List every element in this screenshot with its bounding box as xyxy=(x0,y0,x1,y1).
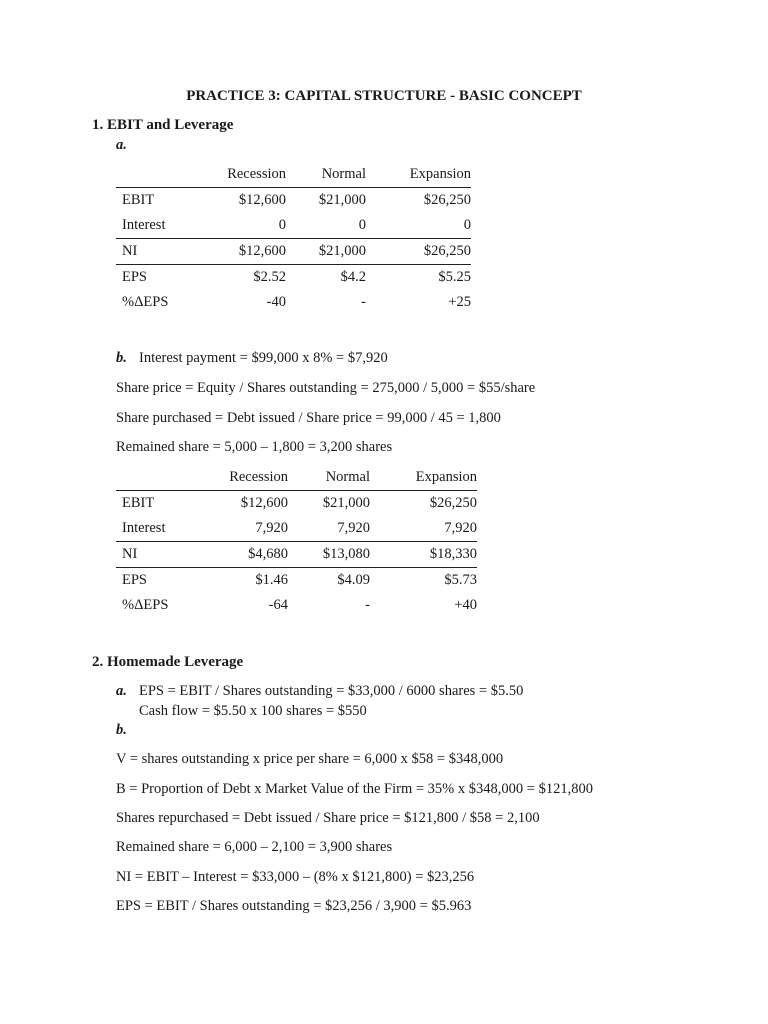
section-2-heading: 2. Homemade Leverage xyxy=(92,654,244,670)
cell: $4.2 xyxy=(286,265,366,291)
cell: 0 xyxy=(358,217,366,233)
part-a-label: a. xyxy=(116,137,127,153)
net-income-line: NI = EBIT – Interest = $33,000 – (8% x $121,800) = $23,256 xyxy=(116,869,475,885)
row-label: %ΔEPS xyxy=(122,597,169,613)
cell: $26,250 xyxy=(370,491,477,517)
row-label: Interest xyxy=(122,217,166,233)
part-b-label: b. xyxy=(116,722,127,738)
table-row xyxy=(116,239,471,265)
cell: $12,600 xyxy=(196,491,288,517)
cell: $13,080 xyxy=(288,542,370,568)
row-label: NI xyxy=(116,542,196,568)
eps-line: EPS = EBIT / Shares outstanding = $33,000 / 6000 shares = $5.50 xyxy=(139,683,524,699)
col-header: Recession xyxy=(227,166,286,182)
cell: $21,000 xyxy=(286,239,366,265)
cell: $12,600 xyxy=(196,239,286,265)
table-row xyxy=(116,213,471,239)
cell: $18,330 xyxy=(370,542,477,568)
cell: 7,920 xyxy=(337,520,370,536)
table-a-header-row xyxy=(116,162,471,188)
table-row xyxy=(116,542,477,568)
remained-share-line: Remained share = 5,000 – 1,800 = 3,200 shares xyxy=(116,439,393,455)
row-label: EBIT xyxy=(116,188,196,214)
row-label: EPS xyxy=(116,265,196,291)
share-price-line: Share price = Equity / Shares outstanding = 275,000 / 5,000 = $55/share xyxy=(116,380,536,396)
row-label: Interest xyxy=(122,520,166,536)
part-b-label: b. xyxy=(116,350,127,366)
table-row xyxy=(116,290,471,315)
table-row xyxy=(116,188,471,214)
table-row xyxy=(116,516,477,542)
share-purchased-line: Share purchased = Debt issued / Share price = 99,000 / 45 = 1,800 xyxy=(116,410,501,426)
cell: 0 xyxy=(463,217,471,233)
cell: -64 xyxy=(268,597,288,613)
cell: 7,920 xyxy=(444,520,477,536)
cell: 7,920 xyxy=(255,520,288,536)
cell: $26,250 xyxy=(366,188,471,214)
cell: $21,000 xyxy=(288,491,370,517)
table-b-header-row xyxy=(116,465,477,491)
col-header: Recession xyxy=(229,469,288,485)
table-row xyxy=(116,568,477,594)
cell: 0 xyxy=(278,217,286,233)
table-row xyxy=(116,593,477,618)
col-header: Normal xyxy=(321,166,366,182)
col-header: Expansion xyxy=(415,469,477,485)
cell: $1.46 xyxy=(196,568,288,594)
row-label: NI xyxy=(116,239,196,265)
shares-repurchased-line: Shares repurchased = Debt issued / Share price = $121,800 / $58 = 2,100 xyxy=(116,810,540,826)
section-1-heading: 1. EBIT and Leverage xyxy=(92,117,234,133)
cell: +40 xyxy=(454,597,477,613)
col-header: Expansion xyxy=(409,166,471,182)
part-a-label: a. xyxy=(116,683,127,699)
cell: $4.09 xyxy=(288,568,370,594)
remained-share-line: Remained share = 6,000 – 2,100 = 3,900 shares xyxy=(116,839,393,855)
table-b xyxy=(116,465,477,618)
cell: $2.52 xyxy=(196,265,286,291)
cell: $4,680 xyxy=(196,542,288,568)
row-label: EBIT xyxy=(116,491,196,517)
table-row xyxy=(116,491,477,517)
row-label: EPS xyxy=(116,568,196,594)
firm-value-line: V = shares outstanding x price per share = 6,000 x $58 = $348,000 xyxy=(116,751,504,767)
cell: -40 xyxy=(266,294,286,310)
cell: - xyxy=(365,597,370,613)
eps-result-line: EPS = EBIT / Shares outstanding = $23,256 / 3,900 = $5.963 xyxy=(116,898,472,914)
col-header: Normal xyxy=(325,469,370,485)
interest-payment-line: Interest payment = $99,000 x 8% = $7,920 xyxy=(139,350,388,366)
debt-line: B = Proportion of Debt x Market Value of the Firm = 35% x $348,000 = $121,800 xyxy=(116,781,593,797)
cash-flow-line: Cash flow = $5.50 x 100 shares = $550 xyxy=(139,703,367,719)
cell: - xyxy=(361,294,366,310)
cell: $5.73 xyxy=(370,568,477,594)
table-row xyxy=(116,265,471,291)
table-a xyxy=(116,162,471,315)
cell: $5.25 xyxy=(366,265,471,291)
page-title: PRACTICE 3: CAPITAL STRUCTURE - BASIC CONCEPT xyxy=(186,88,582,104)
cell: $12,600 xyxy=(196,188,286,214)
cell: $21,000 xyxy=(286,188,366,214)
cell: $26,250 xyxy=(366,239,471,265)
row-label: %ΔEPS xyxy=(122,294,169,310)
cell: +25 xyxy=(448,294,471,310)
